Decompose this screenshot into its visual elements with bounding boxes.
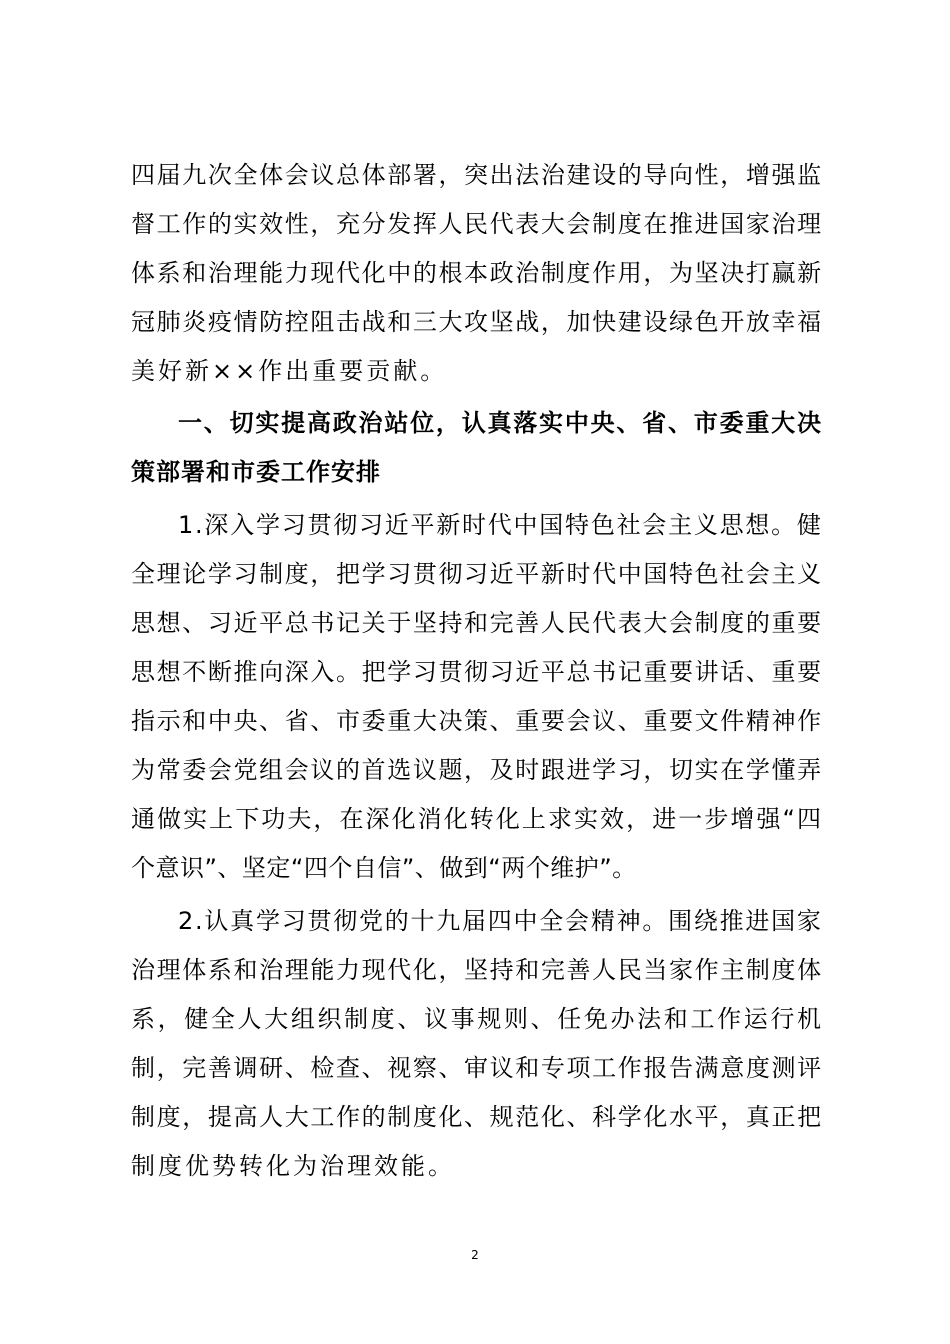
body-line: 冠肺炎疫情防控阻击战和三大攻坚战，加快建设绿色开放幸福 [131,308,823,336]
body-line: 思想不断推向深入。把学习贯彻习近平总书记重要讲话、重要 [131,658,823,686]
body-line: 督工作的实效性，充分发挥人民代表大会制度在推进国家治理 [131,210,823,238]
section-heading: 策部署和市委工作安排 [131,458,381,486]
body-line: 体系和治理能力现代化中的根本政治制度作用，为坚决打赢新 [131,259,823,287]
page-number: 2 [471,1248,479,1262]
body-line: 个意识”、坚定“四个自信”、做到“两个维护”。 [131,854,637,882]
body-line: 制度优势转化为治理效能。 [131,1152,455,1180]
body-line: 全理论学习制度，把学习贯彻习近平新时代中国特色社会主义 [131,560,823,588]
body-line: 系，健全人大组织制度、议事规则、任免办法和工作运行机 [131,1005,824,1033]
body-line: 制，完善调研、检查、视察、审议和专项工作报告满意度测评 [131,1054,823,1082]
body-line: 2.认真学习贯彻党的十九届四中全会精神。围绕推进国家 [178,907,823,935]
body-line: 思想、习近平总书记关于坚持和完善人民代表大会制度的重要 [131,609,823,637]
section-heading: 一、切实提高政治站位，认真落实中央、省、市委重大决 [178,409,823,437]
body-line: 通做实上下功夫，在深化消化转化上求实效，进一步增强“四 [131,805,824,833]
body-line: 治理体系和治理能力现代化，坚持和完善人民当家作主制度体 [131,956,823,984]
body-line: 指示和中央、省、市委重大决策、重要会议、重要文件精神作 [131,707,823,735]
body-line: 四届九次全体会议总体部署，突出法治建设的导向性，增强监 [131,161,823,189]
body-line: 为常委会党组会议的首选议题，及时跟进学习，切实在学懂弄 [131,756,823,784]
body-line: 美好新××作出重要贡献。 [131,357,448,385]
body-line: 制度，提高人大工作的制度化、规范化、科学化水平，真正把 [131,1103,823,1131]
body-line: 1.深入学习贯彻习近平新时代中国特色社会主义思想。健 [178,511,823,539]
